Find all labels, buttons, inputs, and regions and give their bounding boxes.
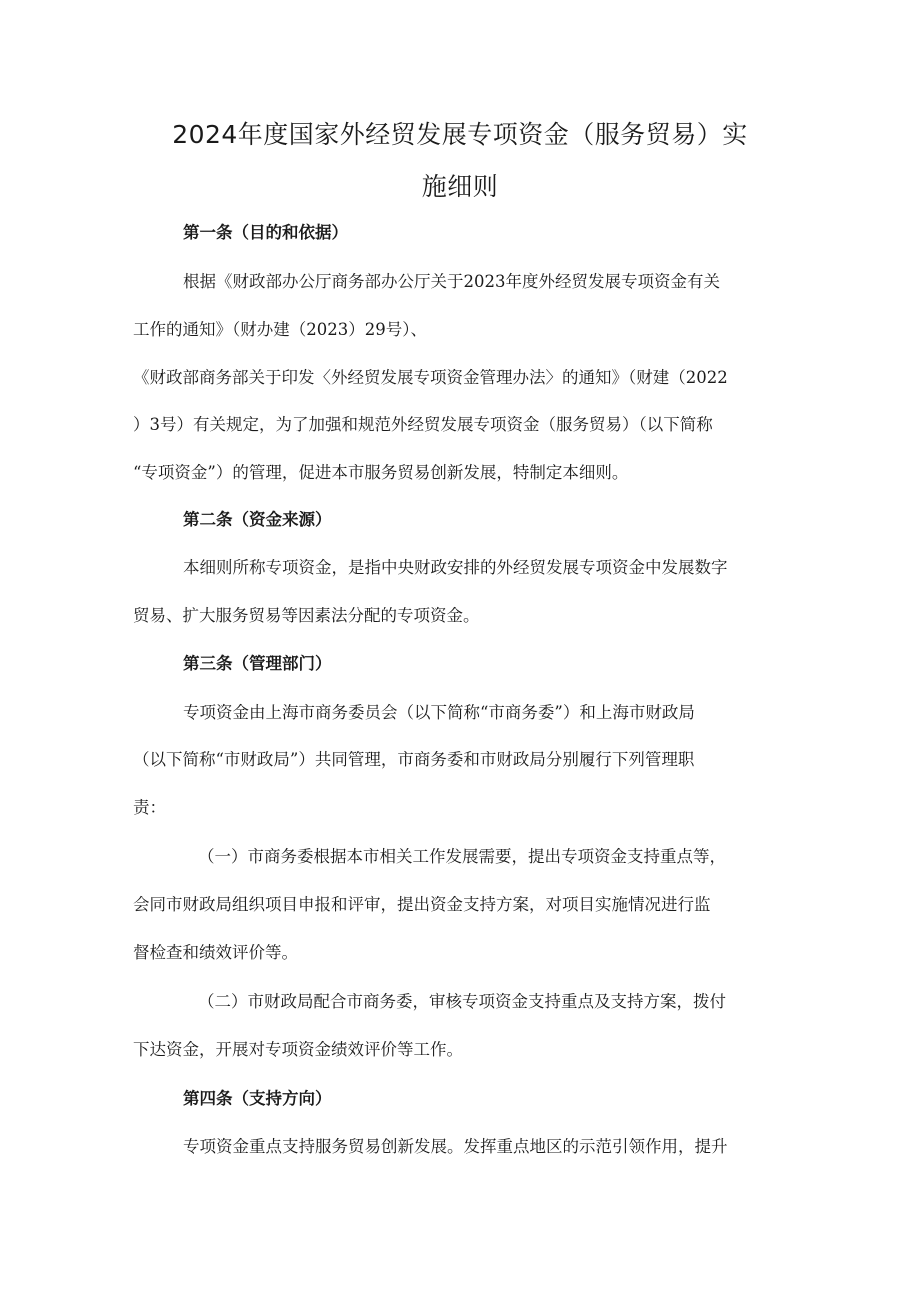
article-3-line-2: （以下简称“市财政局”）共同管理，市商务委和市财政局分别履行下列管理职 [133,750,695,769]
article-3-line-3: 责： [133,798,166,817]
article-1-line-5: “专项资金”）的管理，促进本市服务贸易创新发展，特制定本细则。 [133,463,629,482]
article-4-heading: 第四条（支持方向） [183,1089,332,1108]
article-3-item-1-line-3: 督检查和绩效评价等。 [133,943,298,962]
article-3-heading: 第三条（管理部门） [183,654,332,673]
article-3-item-2-line-2: 下达资金，开展对专项资金绩效评价等工作。 [133,1040,463,1059]
article-4-line-1: 专项资金重点支持服务贸易创新发展。发挥重点地区的示范引领作用，提升 [183,1137,728,1156]
article-1-line-2: 工作的通知》（财办建（2023）29号）、 [133,320,427,339]
article-3-item-2-line-1: （二）市财政局配合市商务委，审核专项资金支持重点及支持方案，拨付 [198,992,726,1011]
article-1-line-1: 根据《财政部办公厅商务部办公厅关于2023年度外经贸发展专项资金有关 [183,272,720,291]
article-1-line-4: ）3号）有关规定，为了加强和规范外经贸发展专项资金（服务贸易）（以下简称 [133,415,713,434]
article-3-line-1: 专项资金由上海市商务委员会（以下简称“市商务委”）和上海市财政局 [183,703,695,722]
article-1-heading: 第一条（目的和依据） [183,223,348,242]
article-2-heading: 第二条（资金来源） [183,510,332,529]
document-title-line-2: 施细则 [421,172,499,201]
article-3-item-1-line-1: （一）市商务委根据本市相关工作发展需要，提出专项资金支持重点等， [198,847,726,866]
document-title-line-1: 2024年度国家外经贸发展专项资金（服务贸易）实 [172,120,748,149]
article-3-item-1-line-2: 会同市财政局组织项目申报和评审，提出资金支持方案，对项目实施情况进行监 [133,895,711,914]
article-2-line-1: 本细则所称专项资金，是指中央财政安排的外经贸发展专项资金中发展数字 [183,558,728,577]
article-1-line-3: 《财政部商务部关于印发〈外经贸发展专项资金管理办法〉的通知》（财建（2022 [133,368,728,387]
article-2-line-2: 贸易、扩大服务贸易等因素法分配的专项资金。 [133,606,480,625]
